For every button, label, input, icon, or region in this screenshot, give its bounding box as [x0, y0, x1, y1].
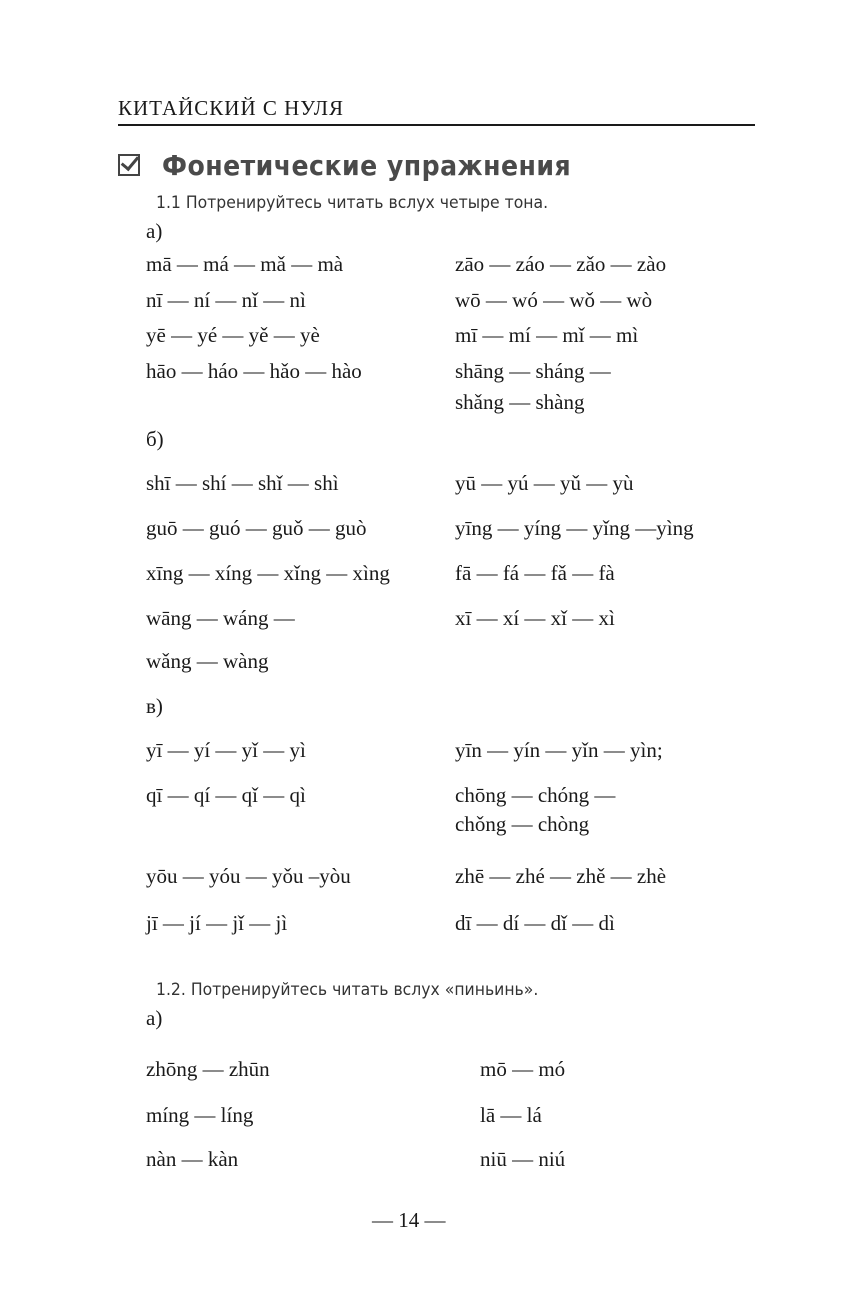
pinyin-item: chōng — chóng — — [455, 783, 616, 807]
pinyin-item: hāo — háo — hǎo — hào — [146, 359, 362, 383]
page-number: — 14 — — [372, 1208, 446, 1232]
pinyin-item: wāng — wáng — — [146, 606, 295, 630]
pinyin-item: yī — yí — yǐ — yì — [146, 738, 306, 762]
pinyin-item: yē — yé — yě — yè — [146, 323, 320, 347]
subsection-a-label: а) — [146, 219, 163, 243]
pinyin-item: niū — niú — [480, 1147, 566, 1171]
pinyin-item: qī — qí — qǐ — qì — [146, 783, 306, 807]
pinyin-item: mī — mí — mǐ — mì — [455, 323, 639, 347]
pinyin-item: guō — guó — guǒ — guò — [146, 516, 367, 540]
pinyin-item: mā — má — mǎ — mà — [146, 252, 344, 276]
subsection-b-label: б) — [146, 427, 164, 451]
pinyin-item: nàn — kàn — [146, 1147, 239, 1171]
pinyin-item: dī — dí — dǐ — dì — [455, 911, 615, 935]
pinyin-item: yū — yú — yǔ — yù — [455, 471, 634, 495]
book-title: КИТАЙСКИЙ С НУЛЯ — [118, 96, 345, 120]
subsection-a-label: а) — [146, 1006, 163, 1030]
pinyin-item: nī — ní — nǐ — nì — [146, 288, 306, 312]
pinyin-item: wǎng — wàng — [146, 649, 269, 673]
pinyin-item: shāng — sháng — — [455, 359, 611, 383]
pinyin-item: zhōng — zhūn — [146, 1057, 270, 1081]
exercise-1-2-instruction: 1.2. Потренируйтесь читать вслух «пиньинь». — [156, 980, 539, 1000]
pinyin-item: míng — líng — [146, 1103, 254, 1127]
pinyin-item: mō — mó — [480, 1057, 566, 1081]
pinyin-item: zhē — zhé — zhě — zhè — [455, 864, 667, 888]
pinyin-item: yīng — yíng — yǐng —yìng — [455, 516, 694, 540]
exercise-1-1-instruction: 1.1 Потренируйтесь читать вслух четыре тона. — [156, 193, 549, 213]
pinyin-item: wō — wó — wǒ — wò — [455, 288, 653, 312]
pinyin-item: yīn — yín — yǐn — yìn; — [455, 738, 663, 762]
pinyin-item: shī — shí — shǐ — shì — [146, 471, 339, 495]
section-heading — [118, 144, 617, 186]
running-header — [118, 96, 755, 126]
pinyin-item: zāo — záo — zǎo — zào — [455, 252, 667, 276]
pinyin-item: xīng — xíng — xǐng — xìng — [146, 561, 390, 585]
pinyin-item: chǒng — chòng — [455, 812, 590, 836]
pinyin-item: fā — fá — fǎ — fà — [455, 561, 615, 585]
pinyin-item: yōu — yóu — yǒu –yòu — [146, 864, 351, 888]
pinyin-item: lā — lá — [480, 1103, 542, 1127]
subsection-v-label: в) — [146, 694, 163, 718]
pinyin-item: xī — xí — xǐ — xì — [455, 606, 615, 630]
checkbox-checked-icon — [118, 154, 140, 176]
pinyin-item: shǎng — shàng — [455, 390, 585, 414]
pinyin-item: jī — jí — jǐ — jì — [146, 911, 288, 935]
section-title: Фонетические упражнения — [162, 148, 572, 182]
